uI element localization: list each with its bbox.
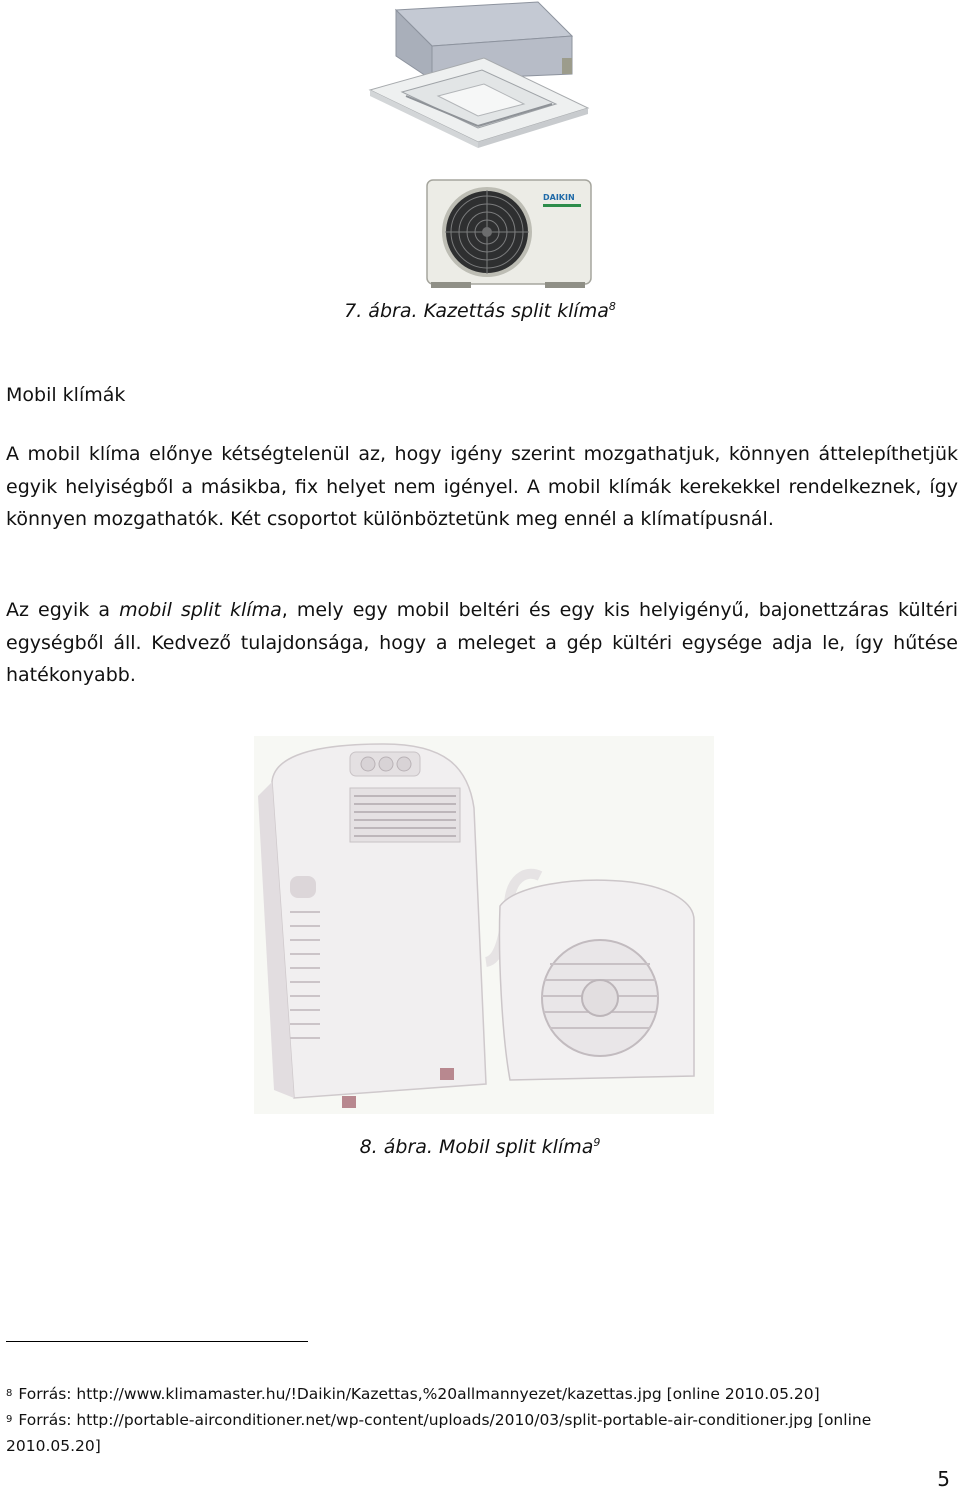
footnote-9-text: Forrás: http://portable-airconditioner.net/wp-content/uploads/2010/03/split-portable-air-conditioner.jpg [online 2010.05.20] bbox=[6, 1411, 872, 1455]
footnote-8-text: Forrás: http://www.klimamaster.hu/!Daikin/Kazettas,%20allmannyezet/kazettas.jpg [online 2010.05.20] bbox=[18, 1385, 820, 1403]
footnote-ref-9: 9 bbox=[593, 1136, 601, 1149]
daikin-logo: DAIKIN bbox=[543, 193, 575, 202]
paragraph-mobile-split bbox=[6, 594, 958, 692]
outdoor-unit-image bbox=[425, 178, 593, 290]
figure-7-caption-title: Kazettás split klíma bbox=[423, 300, 609, 322]
figure-7-caption bbox=[0, 300, 960, 322]
paragraph-2-rest: , mely egy mobil beltéri és egy kis helyigényű, bajonettzáras kültéri egységből áll. Kedvező tulajdonsága, hogy a meleget a gép kültéri egysége adja le, így hűtése hatékonyabb. bbox=[6, 599, 958, 686]
page-number: 5 bbox=[937, 1467, 950, 1491]
mobile-split-term: mobil split klíma bbox=[119, 599, 282, 621]
figure-8-caption-text: 8. ábra. Mobil split klíma bbox=[359, 1136, 594, 1158]
paragraph-mobile-intro: A mobil klíma előnye kétségtelenül az, hogy igény szerint mozgathatjuk, könnyen áttelepíthetjük egyik helyiségből a másikba, fix helyet nem igényel. A mobil klímák kerekekkel rendelkeznek, így könnyen mozgathatók. Két csoportot különböztetünk meg ennél a klímatípusnál. bbox=[6, 443, 958, 530]
footnote-divider bbox=[6, 1341, 308, 1342]
mobile-split-ac-image bbox=[254, 736, 714, 1114]
footnote-ref-8: 8 bbox=[608, 300, 616, 313]
figure-8-caption bbox=[0, 1136, 960, 1158]
figure-7-caption-prefix: 7. ábra. bbox=[344, 300, 418, 322]
footnote-8 bbox=[6, 1381, 946, 1407]
footnote-9-number: 9 bbox=[6, 1414, 13, 1425]
cassette-indoor-unit-image bbox=[366, 0, 596, 148]
footnote-9 bbox=[6, 1407, 946, 1459]
footnote-8-number: 8 bbox=[6, 1388, 13, 1399]
section-heading: Mobil klímák bbox=[6, 384, 126, 406]
paragraph-2-lead: Az egyik a bbox=[6, 599, 120, 621]
